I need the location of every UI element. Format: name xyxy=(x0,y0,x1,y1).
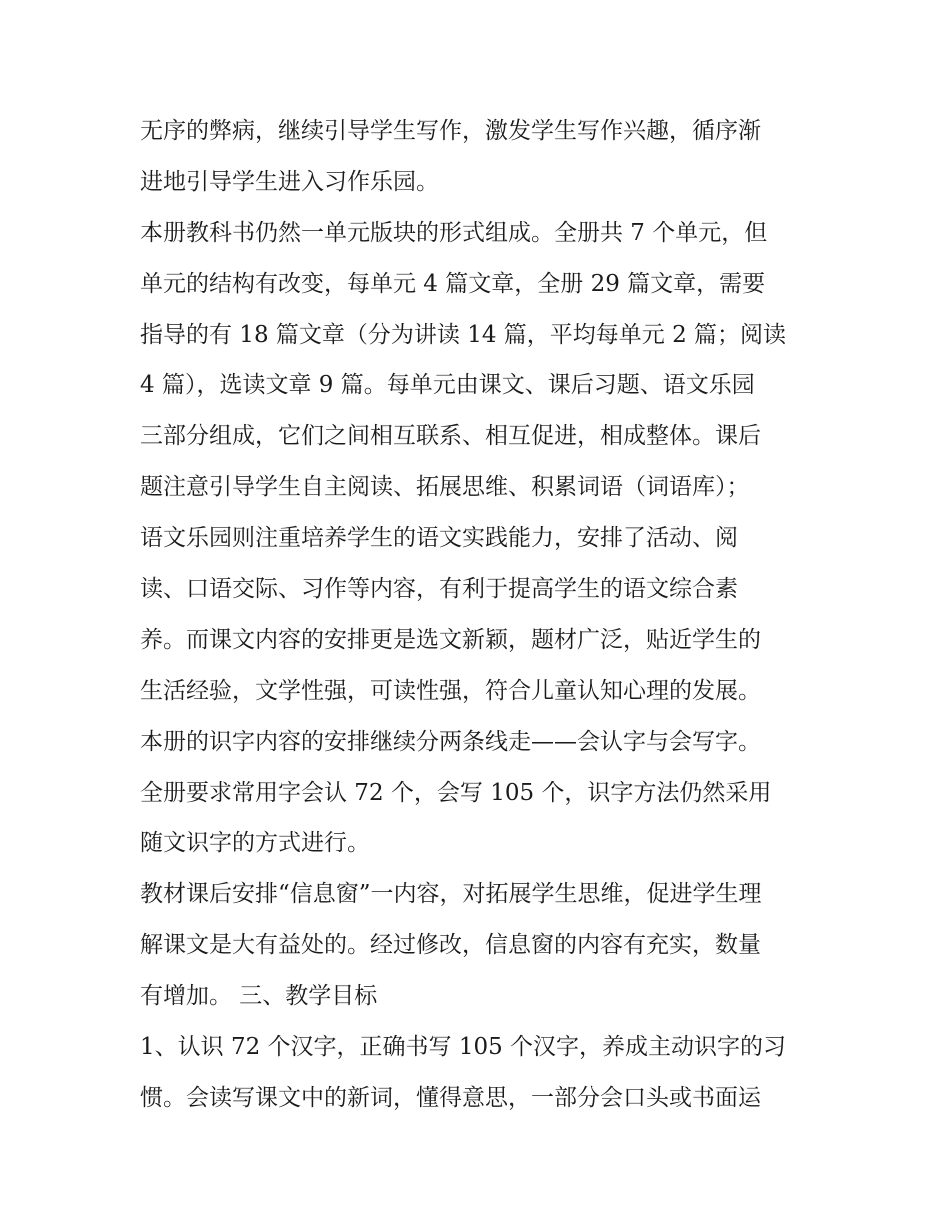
text-line: 指导的有 18 篇文章（分为讲读 14 篇，平均每单元 2 篇；阅读 xyxy=(140,321,787,348)
text-line: 养。而课文内容的安排更是选文新颖，题材广泛，贴近学生的 xyxy=(140,626,761,653)
text-line: 三部分组成，它们之间相互联系、相互促进，相成整体。课后 xyxy=(140,423,761,450)
text-line: 生活经验，文学性强，可读性强，符合儿童认知心理的发展。 xyxy=(140,677,761,704)
text-line: 题注意引导学生自主阅读、拓展思维、积累词语（词语库）； xyxy=(140,474,750,501)
body-text xyxy=(140,106,820,1124)
text-line: 本册的识字内容的安排继续分两条线走——会认字与会写字。 xyxy=(140,728,761,755)
text-line: 1、认识 72 个汉字，正确书写 105 个汉字，养成主动识字的习 xyxy=(140,1034,787,1061)
text-line: 读、口语交际、习作等内容，有利于提高学生的语文综合素 xyxy=(140,576,738,603)
text-line: 惯。会读写课文中的新词，懂得意思，一部分会口头或书面运 xyxy=(140,1084,761,1111)
text-line: 语文乐园则注重培养学生的语文实践能力，安排了活动、阅 xyxy=(140,525,738,552)
text-line: 教材课后安排“信息窗”一内容，对拓展学生思维，促进学生理 xyxy=(140,881,762,908)
text-line: 4 篇），选读文章 9 篇。每单元由课文、课后习题、语文乐园 xyxy=(140,372,755,399)
text-line: 解课文是大有益处的。经过修改，信息窗的内容有充实，数量 xyxy=(140,932,761,959)
text-line: 单元的结构有改变，每单元 4 篇文章，全册 29 篇文章，需要 xyxy=(140,270,766,297)
text-line: 随文识字的方式进行。 xyxy=(140,830,370,857)
text-line: 全册要求常用字会认 72 个，会写 105 个，识字方法仍然采用 xyxy=(140,779,772,806)
text-line: 无序的弊病，继续引导学生写作，激发学生写作兴趣，循序渐 xyxy=(140,118,761,144)
text-line: 进地引导学生进入习作乐园。 xyxy=(140,168,439,195)
section-heading-line: 有增加。 三、教学目标 xyxy=(140,983,378,1010)
text-line: 本册教科书仍然一单元版块的形式组成。全册共 7 个单元，但 xyxy=(140,219,768,246)
